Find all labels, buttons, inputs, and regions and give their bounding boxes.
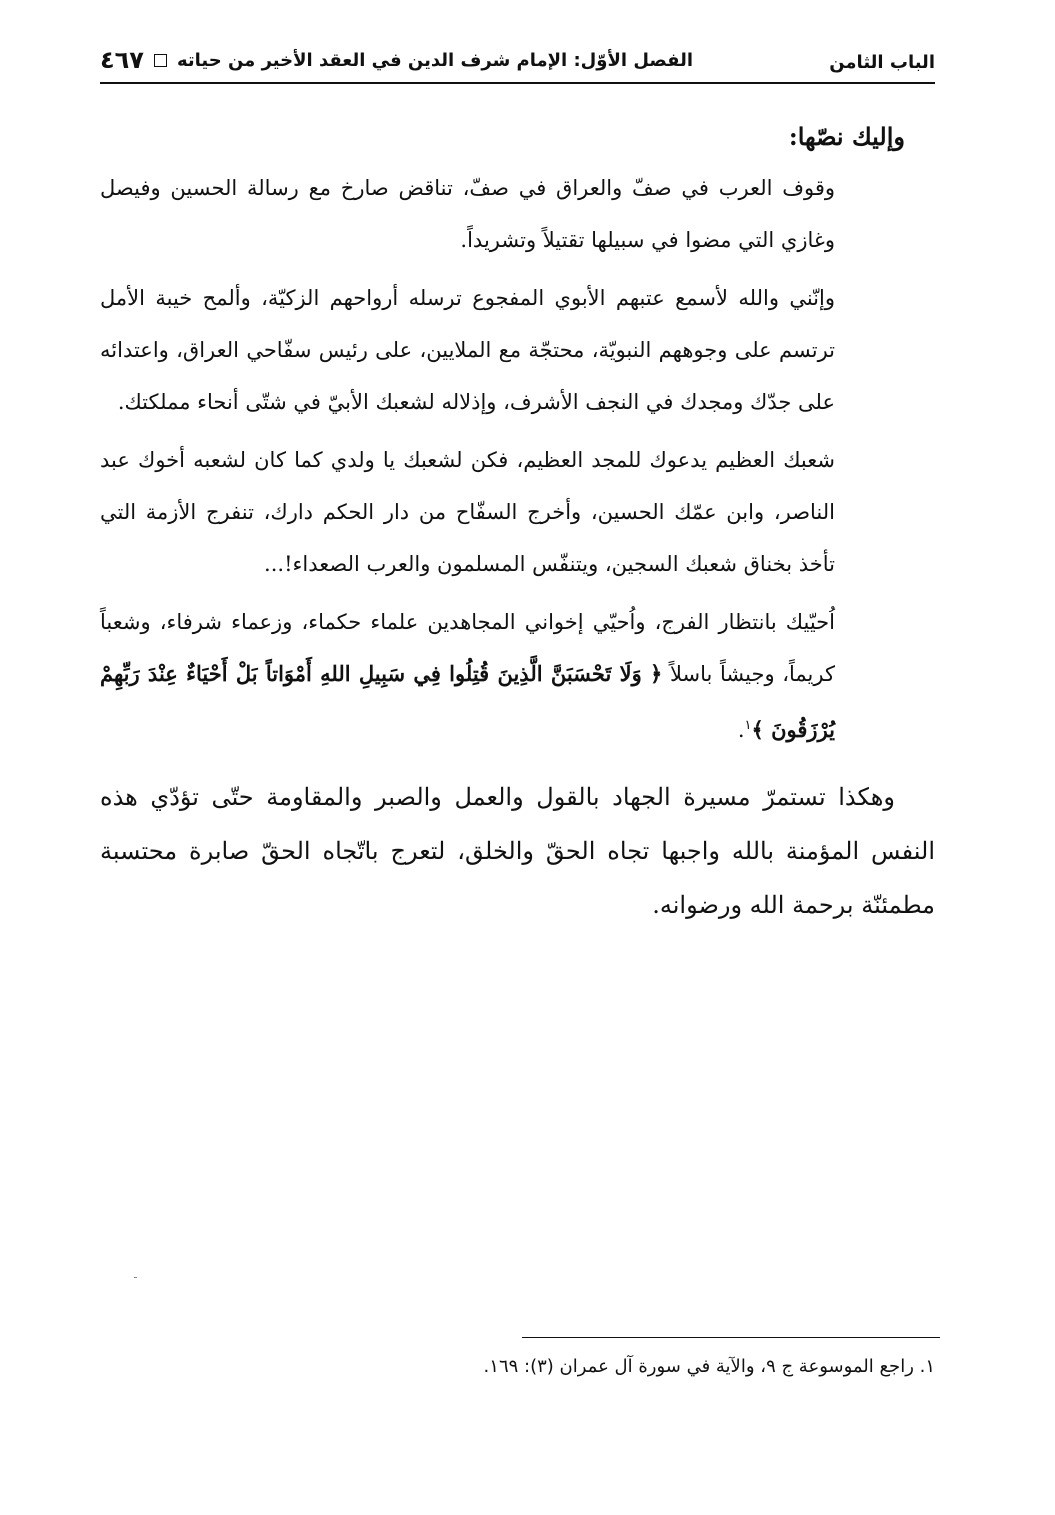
footnote-rule bbox=[522, 1337, 940, 1338]
running-header bbox=[100, 42, 935, 80]
closing-paragraph: وهكذا تستمرّ مسيرة الجهاد بالقول والعمل والصبر والمقاومة حتّى تؤدّي هذه النفس المؤمنة بالله واجبها تجاه الحقّ والخلق، لتعرج باتّجاه الحقّ صابرة محتسبة مطمئنّة برحمة الله ورضوانه. bbox=[100, 783, 935, 919]
header-rule bbox=[100, 82, 935, 84]
intro-line: وإليك نصّها: bbox=[788, 122, 905, 151]
chapter-title: الباب الثامن bbox=[829, 52, 935, 73]
footnote-ref: ١ bbox=[744, 718, 752, 733]
page-number: ٤٦٧ bbox=[100, 46, 144, 74]
letter-paragraph-4-lead: اُحيّيك بانتظار الفرج، واُحيّي إخواني المجاهدين علماء حكماء، وزعماء شرفاء، وشعباً كريماً، وجيشاً باسلاً bbox=[100, 610, 835, 686]
print-speck bbox=[134, 1277, 137, 1278]
page-body bbox=[100, 112, 935, 932]
paragraph-end: . bbox=[737, 718, 745, 742]
footnote: ١. راجع الموسوعة ج ٩، والآية في سورة آل عمران (٣): ١٦٩. bbox=[483, 1356, 935, 1377]
quran-verse: ﴿ وَلَا تَحْسَبَنَّ الَّذِينَ قُتِلُوا فِي سَبِيلِ اللهِ أَمْوَاتاً بَلْ أَحْيَاءٌ عِنْدَ رَبِّهِمْ يُرْزَقُونَ ﴾ bbox=[100, 661, 835, 742]
square-separator-icon bbox=[154, 54, 167, 67]
letter-paragraph-3: شعبك العظيم يدعوك للمجد العظيم، فكن لشعبك يا ولدي كما كان لشعبه أخوك عبد الناصر، وابن عمّك الحسين، وأخرج السفّاح من دار الحكم دارك، تنفرج الأزمة التي تأخذ بخناق شعبك السجين، ويتنفّس المسلمون والعرب الصعداء!... bbox=[100, 448, 835, 576]
letter-paragraph-4 bbox=[100, 596, 835, 756]
letter-paragraph-1: وقوف العرب في صفّ والعراق في صفّ، تناقض صارخ مع رسالة الحسين وفيصل وغازي التي مضوا في سبيلها تقتيلاً وتشريداً. bbox=[100, 176, 835, 252]
section-title: الفصل الأوّل: الإمام شرف الدين في العقد الأخير من حياته bbox=[176, 49, 694, 71]
quoted-letter bbox=[100, 162, 935, 756]
letter-paragraph-2: وإنّني والله لأسمع عتبهم الأبوي المفجوع ترسله أرواحهم الزكيّة، وألمح خيبة الأمل ترتسم على وجوههم النبويّة، محتجّة مع الملايين، على رئيس سفّاحي العراق، واعتدائه على جدّك ومجدك في النجف الأشرف، وإذلاله لشعبك الأبيّ في شتّى أنحاء مملكتك. bbox=[100, 286, 835, 414]
section-header bbox=[100, 46, 693, 74]
